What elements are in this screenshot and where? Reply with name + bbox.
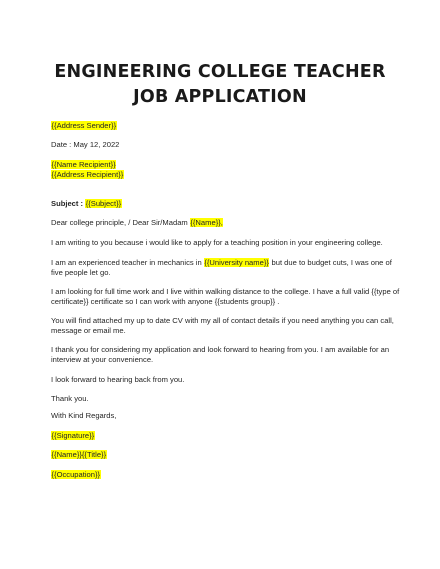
recipient-name: {{Name Recipient}} (51, 160, 116, 169)
paragraph-3-line-1: I am looking for full time work and I live within walking distance to the college. I have a full valid {{type of (51, 287, 400, 296)
signature-placeholder: {{Signature}} (51, 431, 95, 440)
occupation-line (51, 470, 101, 481)
greeting-text: Dear college principle, / Dear Sir/Madam (51, 218, 190, 227)
date-line (51, 140, 119, 151)
greeting-name: {{Name}}, (190, 218, 223, 227)
sender-address-line (51, 121, 117, 132)
date-label: Date : (51, 140, 74, 149)
paragraph-6: I look forward to hearing back from you. (51, 375, 185, 384)
recipient-address-line (51, 170, 124, 181)
subject-value: {{Subject}} (85, 199, 122, 208)
paragraph-7: Thank you. (51, 394, 89, 403)
paragraph-1: I am writing to you because i would like to apply for a teaching position in your engineering college. (51, 238, 383, 247)
name-title-line (51, 450, 107, 461)
paragraph-2-text-b: but due to budget cuts, I was one of (269, 258, 392, 267)
greeting-line (51, 218, 223, 229)
paragraph-4-line-2: message or email me. (51, 326, 126, 335)
date-value: May 12, 2022 (73, 140, 120, 149)
page-title-line2: JOB APPLICATION (133, 87, 307, 107)
sender-address: {{Address Sender}} (51, 121, 117, 130)
page-title-line1: ENGINEERING COLLEGE TEACHER (54, 62, 386, 82)
paragraph-4-line-1: You will find attached my up to date CV with my all of contact details if you need anything you can call, (51, 316, 394, 325)
occupation-placeholder: {{Occupation}} (51, 470, 101, 479)
signature-line (51, 431, 95, 442)
paragraph-3-line-2: certificate}} certificate so I can work with anyone {{students group}} . (51, 297, 280, 306)
recipient-address: {{Address Recipient}} (51, 170, 124, 179)
recipient-name-line (51, 160, 116, 171)
paragraph-2-line-2: five people let go. (51, 268, 111, 277)
closing-regards: With Kind Regards, (51, 411, 117, 420)
paragraph-2-text-a: I am an experienced teacher in mechanics in (51, 258, 204, 267)
paragraph-2-line-1 (51, 258, 392, 269)
paragraph-5-line-2: interview at your convenience. (51, 355, 154, 364)
university-name: {{University name}} (204, 258, 269, 267)
subject-label: Subject : (51, 199, 86, 208)
paragraph-5-line-1: I thank you for considering my application and look forward to hearing from you. I am available for an (51, 345, 390, 354)
name-title-placeholder: {{Name}}{{Title}} (51, 450, 107, 459)
subject-line (51, 199, 122, 210)
